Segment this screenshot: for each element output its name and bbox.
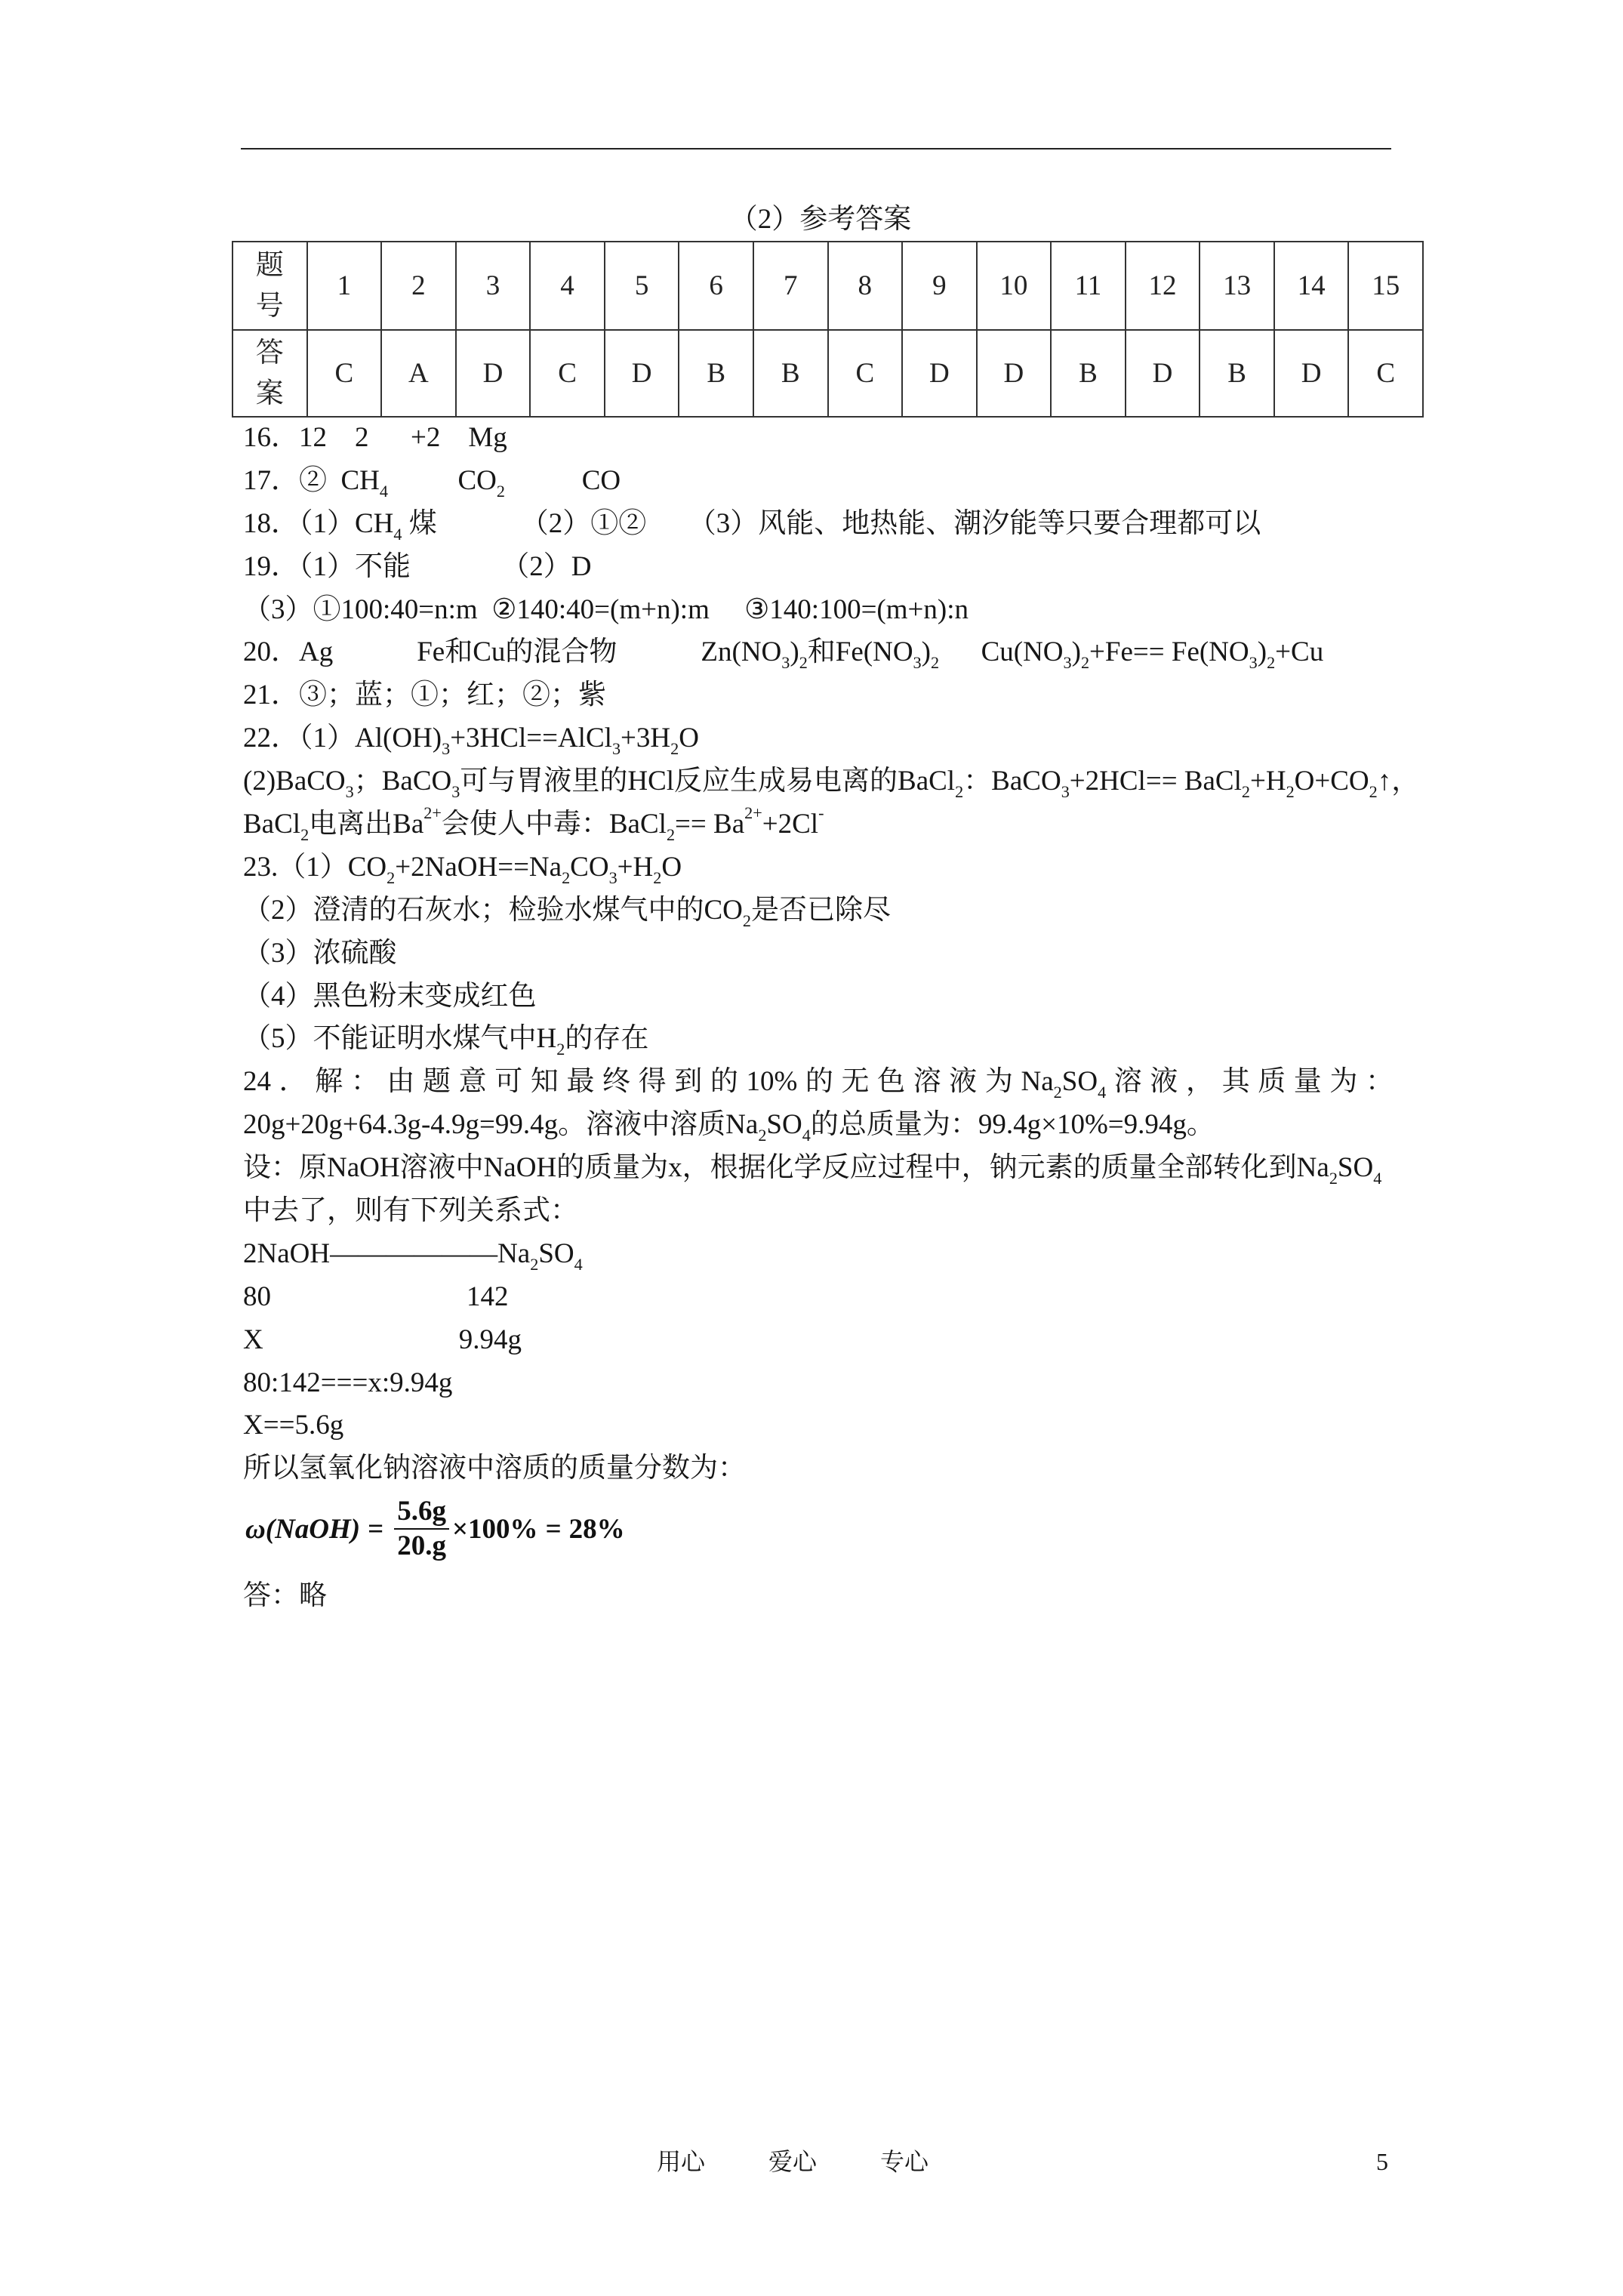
text-run: 是否已除尽 [751, 894, 891, 926]
question-number-cell: 2 [381, 242, 456, 330]
question-number-cell: 5 [605, 242, 679, 330]
text-run: ) [1257, 636, 1267, 668]
subscript: 2 [562, 868, 571, 887]
answer-header-cell [233, 330, 307, 417]
formula-equals: = [368, 1513, 384, 1545]
question-number-cell: 7 [753, 242, 828, 330]
text-run: 20．Ag Fe和Cu的混合物 Zn(NO [243, 636, 782, 668]
answer-cell: B [753, 330, 828, 417]
text-run: O [661, 851, 682, 883]
question-number-cell: 12 [1126, 242, 1200, 330]
text-run: 80:142===x:9.94g [243, 1367, 453, 1398]
formula-result: 28% [568, 1513, 625, 1545]
header-rule [241, 148, 1391, 149]
subscript: 2 [496, 481, 505, 501]
question-number-cell: 13 [1200, 242, 1274, 330]
text-run: ；BaCO [353, 766, 452, 797]
formula-denominator: 20.g [394, 1528, 449, 1563]
subscript: 4 [1098, 1083, 1107, 1102]
answer-line [243, 1362, 1394, 1405]
text-run: 中去了，则有下列关系式： [243, 1195, 578, 1227]
subscript: 2 [930, 653, 940, 673]
formula-fraction [394, 1495, 449, 1563]
text-run: SO [1061, 1066, 1098, 1098]
text-run: == Ba [675, 809, 745, 840]
mass-fraction-formula [245, 1493, 625, 1564]
answer-line [243, 889, 1394, 932]
subscript: 3 [1063, 653, 1072, 673]
text-run: +2Cl [762, 809, 819, 840]
text-run: 溶液，其质量为： [1106, 1066, 1394, 1098]
formula-numerator: 5.6g [397, 1496, 446, 1527]
text-run: CO [388, 464, 497, 496]
text-run: （2）澄清的石灰水；检验水煤气中的CO [243, 894, 743, 926]
subscript: 3 [611, 739, 621, 759]
footer-motto-item: 专心 [880, 2148, 929, 2175]
text-run: 24．解：由题意可知最终得到的10%的无色溶液为Na [243, 1066, 1054, 1098]
text-run: 22．（1）Al(OH) [243, 723, 442, 754]
text-run: 会使人中毒：BaCl [441, 809, 667, 840]
subscript: 2 [1053, 1083, 1062, 1102]
text-run: (2)BaCO [243, 766, 346, 797]
text-run: SO [1337, 1152, 1374, 1184]
subscript: 2 [556, 1040, 565, 1059]
answer-cell: C [530, 330, 605, 417]
text-run: 2NaOH——————Na [243, 1237, 531, 1269]
text-run: （5）不能证明水煤气中H [243, 1023, 557, 1055]
text-run: 23.（1）CO [243, 851, 387, 883]
text-run: 20g+20g+64.3g-4.9g=99.4g。溶液中溶质Na [243, 1109, 759, 1141]
subscript: 3 [345, 782, 354, 802]
text-run: （4）黑色粉末变成红色 [243, 980, 537, 1012]
answer-cell: B [679, 330, 753, 417]
answer-cell: B [1051, 330, 1126, 417]
answer-cell: B [1200, 330, 1274, 417]
text-run: 21．③；蓝；①；红；②；紫 [243, 680, 606, 711]
text-run: 电离出Ba [309, 809, 424, 840]
subscript: 2 [653, 868, 662, 887]
subscript: 2 [758, 1126, 767, 1145]
footer-motto-item: 用心 [657, 2148, 706, 2175]
answer-cell: D [456, 330, 531, 417]
subscript: 3 [1249, 653, 1258, 673]
text-run: ) [921, 636, 931, 668]
answer-line [243, 760, 1420, 803]
subscript: 2 [387, 868, 396, 887]
answer-line [243, 631, 1394, 674]
table-row-question-numbers [233, 242, 1423, 330]
text-run: +2HCl== BaCl [1069, 766, 1242, 797]
page-number: 5 [1376, 2148, 1388, 2175]
answer-header-label: 答案 [255, 337, 284, 409]
answer-line [243, 674, 1394, 717]
text-run: ↑， [1377, 766, 1420, 797]
text-run: 所以氢氧化钠溶液中溶质的质量分数为： [243, 1453, 746, 1484]
text-run: ：BaCO [963, 766, 1061, 797]
footer-motto [657, 2148, 929, 2175]
answer-line [243, 717, 1394, 760]
answer-line [243, 1233, 1394, 1276]
subscript: 2 [666, 825, 676, 844]
text-run: （3）浓硫酸 [243, 937, 397, 969]
subscript: 2 [1080, 653, 1090, 673]
subscript: 2 [1267, 653, 1276, 673]
text-run: X 9.94g [243, 1324, 522, 1355]
superscript: 2+ [744, 803, 762, 823]
footer-motto-item: 爱心 [768, 2148, 818, 2175]
question-number-cell: 1 [307, 242, 382, 330]
subscript: 4 [574, 1254, 583, 1274]
answer-line [243, 803, 1394, 846]
conclusion-line: 答：略 [243, 1580, 327, 1611]
text-run: +2NaOH==Na [395, 851, 562, 883]
answer-line [243, 1061, 1394, 1104]
answer-cell: D [1274, 330, 1349, 417]
answer-line [243, 1018, 1394, 1061]
subscript: 2 [955, 782, 964, 802]
question-number-cell: 15 [1348, 242, 1423, 330]
question-number-header-label: 题号 [255, 249, 284, 322]
text-run: 的总质量为：99.4g×10%=9.94g。 [810, 1109, 1215, 1141]
answer-line [243, 932, 1394, 975]
answer-cell: D [902, 330, 977, 417]
text-run: +3H [621, 723, 671, 754]
text-run: （3）①100:40=n:m ②140:40=(m+n):m ③140:100=(m+n):n [243, 593, 969, 625]
text-run: 可与胃液里的HCl反应生成易电离的BaCl [460, 766, 956, 797]
subscript: 3 [913, 653, 922, 673]
answer-cell: C [828, 330, 903, 417]
text-run: SO [538, 1237, 574, 1269]
subscript: 4 [379, 481, 388, 501]
question-number-cell: 10 [977, 242, 1052, 330]
answer-key-table [232, 241, 1424, 418]
answer-line [243, 589, 1394, 632]
answer-line [243, 1447, 1394, 1490]
section-title: （2）参考答案 [729, 204, 912, 235]
formula-times-percent: ×100% [451, 1513, 538, 1545]
subscript: 4 [1373, 1169, 1382, 1188]
subscript: 4 [802, 1126, 811, 1145]
text-run: BaCl [243, 809, 301, 840]
subscript: 4 [393, 524, 402, 544]
subscript: 2 [1241, 782, 1250, 802]
text-run: CO [505, 464, 621, 496]
superscript: - [818, 803, 824, 823]
text-run: Cu(NO [939, 636, 1064, 668]
text-run: 19．（1）不能 （2）D [243, 550, 592, 582]
answer-cell: C [307, 330, 382, 417]
subscript: 2 [1286, 782, 1295, 802]
answer-cell: A [381, 330, 456, 417]
subscript: 2 [1369, 782, 1378, 802]
answer-line [243, 846, 1394, 889]
text-run: +3HCl==AlCl [450, 723, 612, 754]
text-run: 煤 （2）①② （3）风能、地热能、潮汐能等只要合理都可以 [402, 507, 1261, 539]
text-run: O [679, 723, 699, 754]
question-number-cell: 14 [1274, 242, 1349, 330]
question-number-cell: 9 [902, 242, 977, 330]
text-run: X==5.6g [243, 1410, 344, 1441]
text-run: +Fe== Fe(NO [1089, 636, 1249, 668]
subscript: 3 [442, 739, 451, 759]
question-number-cell: 11 [1051, 242, 1126, 330]
question-number-cell: 8 [828, 242, 903, 330]
text-run: ) [790, 636, 799, 668]
subscript: 2 [799, 653, 808, 673]
text-run: +H [1249, 766, 1286, 797]
answer-line [243, 1276, 1394, 1319]
answer-line [243, 460, 1394, 503]
formula-lhs: ω(NaOH) [245, 1513, 361, 1545]
subscript: 3 [451, 782, 460, 802]
formula-equals-2: = [545, 1513, 562, 1545]
question-number-cell: 6 [679, 242, 753, 330]
subscript: 3 [781, 653, 790, 673]
answer-line [243, 503, 1394, 546]
answer-line [243, 417, 1394, 460]
text-run: 和Fe(NO [807, 636, 913, 668]
answer-line [243, 1404, 1394, 1447]
answer-cell: D [977, 330, 1052, 417]
table-row-answers [233, 330, 1423, 417]
text-run: +H [617, 851, 654, 883]
answer-cell: D [1126, 330, 1200, 417]
text-run: 17．② CH [243, 464, 380, 496]
text-run: O+CO [1294, 766, 1369, 797]
text-run: 16．12 2 +2 Mg [243, 422, 507, 453]
answer-body-text [243, 417, 1420, 1490]
text-run: 80 142 [243, 1281, 509, 1312]
subscript: 2 [742, 911, 751, 930]
subscript: 2 [530, 1254, 539, 1274]
answer-line [243, 1319, 1394, 1362]
answer-line [243, 1147, 1394, 1190]
answer-line [243, 1104, 1394, 1147]
subscript: 2 [300, 825, 310, 844]
question-number-cell: 3 [456, 242, 531, 330]
text-run: ) [1071, 636, 1081, 668]
text-run: SO [766, 1109, 802, 1141]
text-run: 18．（1）CH [243, 507, 394, 539]
subscript: 2 [1329, 1169, 1338, 1188]
question-number-cell: 4 [530, 242, 605, 330]
text-run: CO [570, 851, 609, 883]
answer-cell: C [1348, 330, 1423, 417]
subscript: 3 [1061, 782, 1070, 802]
text-run: 设：原NaOH溶液中NaOH的质量为x，根据化学反应过程中，钠元素的质量全部转化到Na [243, 1152, 1329, 1184]
answer-line [243, 1190, 1394, 1233]
subscript: 3 [608, 868, 617, 887]
question-number-header-cell [233, 242, 307, 330]
text-run: 的存在 [565, 1023, 649, 1055]
subscript: 2 [670, 739, 679, 759]
answer-line [243, 975, 1394, 1019]
answer-cell: D [605, 330, 679, 417]
superscript: 2+ [423, 803, 442, 823]
text-run: +Cu [1275, 636, 1324, 668]
answer-line [243, 546, 1394, 589]
